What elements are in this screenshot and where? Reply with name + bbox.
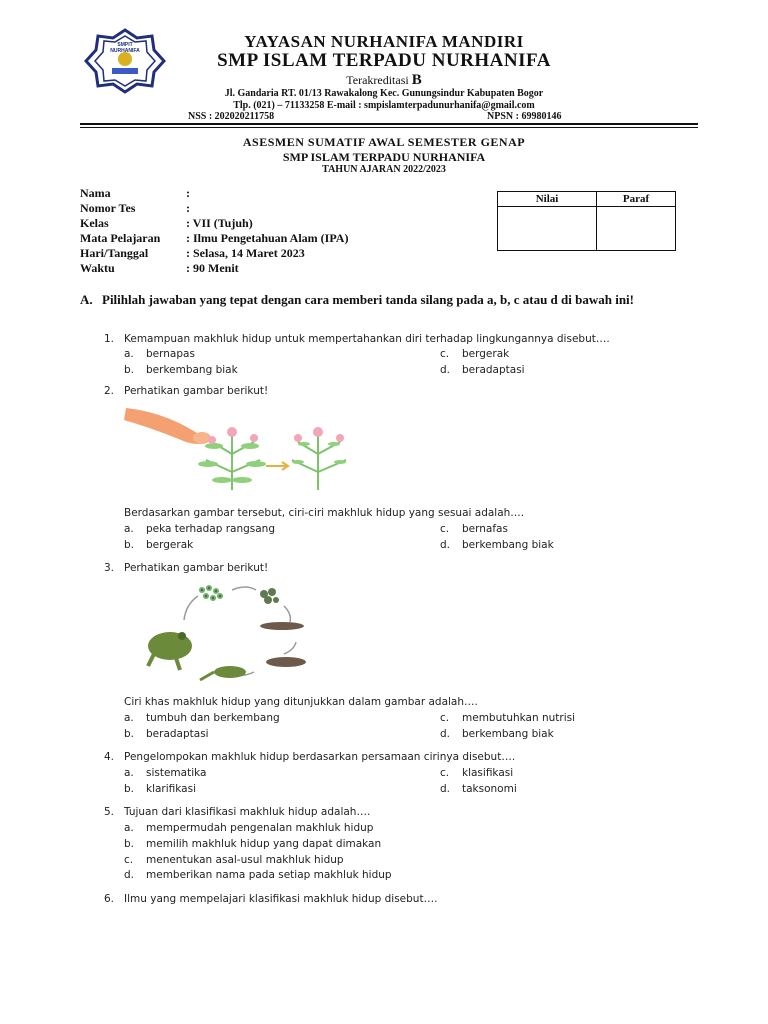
- identity-label: Mata Pelajaran: [80, 231, 161, 245]
- question-followup: Berdasarkan gambar tersebut, ciri-ciri makhluk hidup yang sesuai adalah….: [124, 507, 525, 519]
- option-letter[interactable]: b.: [124, 838, 135, 850]
- section-instruction: [80, 292, 700, 308]
- option-text[interactable]: memilih makhluk hidup yang dapat dimakan: [146, 838, 382, 850]
- header-divider-thin: [80, 127, 698, 128]
- option-text[interactable]: bergerak: [146, 539, 194, 551]
- identity-row-class: [80, 216, 348, 231]
- foundation-name: YAYASAN NURHANIFA MANDIRI: [244, 32, 524, 51]
- option-text[interactable]: menentukan asal-usul makhluk hidup: [146, 854, 344, 866]
- option-letter[interactable]: b.: [124, 364, 135, 376]
- identity-label: Hari/Tanggal: [80, 246, 149, 260]
- identity-label: Nama: [80, 186, 111, 200]
- touch-sensitive-plant-illustration: [122, 402, 362, 499]
- option-text[interactable]: berkembang biak: [462, 728, 554, 740]
- identity-row-subject: [80, 231, 348, 246]
- accreditation-label: Terakreditasi: [346, 73, 412, 87]
- question-number: 1.: [104, 333, 115, 345]
- accreditation: [0, 72, 768, 89]
- header-divider-thick: [80, 123, 698, 125]
- logo-text: SMPIT NURHANIFA: [110, 42, 140, 54]
- identity-label: Kelas: [80, 216, 109, 230]
- option-text[interactable]: klarifikasi: [146, 783, 196, 795]
- section-letter: A.: [80, 292, 93, 307]
- question-text: Perhatikan gambar berikut!: [124, 562, 269, 574]
- identity-value: : VII (Tujuh): [186, 216, 253, 230]
- identity-value: : Selasa, 14 Maret 2023: [186, 246, 305, 260]
- option-text[interactable]: bernapas: [146, 348, 195, 360]
- question-text: Kemampuan makhluk hidup untuk mempertahankan diri terhadap lingkungannya disebut….: [124, 333, 610, 345]
- identity-row-time: [80, 261, 348, 276]
- option-letter[interactable]: d.: [440, 728, 451, 740]
- option-letter[interactable]: a.: [124, 767, 134, 779]
- option-text[interactable]: taksonomi: [462, 783, 517, 795]
- option-letter[interactable]: c.: [124, 854, 134, 866]
- option-text[interactable]: berkembang biak: [462, 539, 554, 551]
- option-text[interactable]: memberikan nama pada setiap makhluk hidup: [146, 869, 392, 881]
- identity-row-name: [80, 186, 348, 201]
- option-letter[interactable]: d.: [440, 364, 451, 376]
- option-text[interactable]: beradaptasi: [462, 364, 525, 376]
- option-letter[interactable]: c.: [440, 348, 450, 360]
- option-letter[interactable]: a.: [124, 523, 134, 535]
- identity-label: Nomor Tes: [80, 201, 136, 215]
- identity-label: Waktu: [80, 261, 115, 275]
- option-text[interactable]: peka terhadap rangsang: [146, 523, 275, 535]
- option-text[interactable]: bergerak: [462, 348, 510, 360]
- school-address: Jl. Gandaria RT. 01/13 Rawakalong Kec. Gunungsindur Kabupaten Bogor: [224, 88, 544, 99]
- student-identity: [80, 186, 348, 276]
- option-letter[interactable]: c.: [440, 767, 450, 779]
- option-letter[interactable]: c.: [440, 712, 450, 724]
- score-box[interactable]: [498, 207, 597, 251]
- question-followup: Ciri khas makhluk hidup yang ditunjukkan dalam gambar adalah….: [124, 696, 478, 708]
- question-number: 4.: [104, 751, 115, 763]
- exam-title: ASESMEN SUMATIF AWAL SEMESTER GENAP: [242, 135, 526, 149]
- signature-box[interactable]: [597, 207, 676, 251]
- exam-year: TAHUN AJARAN 2022/2023: [322, 164, 446, 175]
- score-header-nilai: Nilai: [498, 192, 597, 207]
- option-letter[interactable]: d.: [440, 783, 451, 795]
- option-letter[interactable]: b.: [124, 783, 135, 795]
- option-text[interactable]: klasifikasi: [462, 767, 514, 779]
- option-letter[interactable]: a.: [124, 348, 134, 360]
- question-number: 3.: [104, 562, 115, 574]
- nss-number: NSS : 202020211758: [188, 111, 275, 122]
- score-header-paraf: Paraf: [597, 192, 676, 207]
- option-text[interactable]: mempermudah pengenalan makhluk hidup: [146, 822, 374, 834]
- question-number: 6.: [104, 893, 115, 905]
- identity-value: :: [186, 186, 190, 200]
- identity-value: : 90 Menit: [186, 261, 239, 275]
- school-name: SMP ISLAM TERPADU NURHANIFA: [217, 50, 551, 71]
- option-letter[interactable]: d.: [124, 869, 135, 881]
- question-text: Perhatikan gambar berikut!: [124, 385, 269, 397]
- npsn-number: NPSN : 69980146: [487, 111, 562, 122]
- school-contact: Tlp. (021) – 71133258 E-mail : smpislamterpadunurhanifa@gmail.com: [233, 100, 535, 111]
- section-text: Pilihlah jawaban yang tepat dengan cara memberi tanda silang pada a, b, c atau d di bawah ini!: [102, 292, 634, 307]
- option-letter[interactable]: d.: [440, 539, 451, 551]
- option-text[interactable]: beradaptasi: [146, 728, 209, 740]
- question-text: Pengelompokan makhluk hidup berdasarkan persamaan cirinya disebut….: [124, 751, 516, 763]
- identity-row-test-number: [80, 201, 348, 216]
- identity-row-date: [80, 246, 348, 261]
- identity-value: :: [186, 201, 190, 215]
- exam-school: SMP ISLAM TERPADU NURHANIFA: [282, 150, 486, 164]
- option-letter[interactable]: a.: [124, 822, 134, 834]
- option-text[interactable]: tumbuh dan berkembang: [146, 712, 280, 724]
- option-letter[interactable]: a.: [124, 712, 134, 724]
- option-text[interactable]: membutuhkan nutrisi: [462, 712, 576, 724]
- identity-value: : Ilmu Pengetahuan Alam (IPA): [186, 231, 349, 245]
- question-text: Ilmu yang mempelajari klasifikasi makhluk hidup disebut….: [124, 893, 438, 905]
- question-number: 5.: [104, 806, 115, 818]
- frog-life-cycle-illustration: [146, 580, 322, 691]
- score-table: [497, 191, 676, 251]
- option-letter[interactable]: c.: [440, 523, 450, 535]
- option-text[interactable]: sistematika: [146, 767, 207, 779]
- option-text[interactable]: berkembang biak: [146, 364, 238, 376]
- option-letter[interactable]: b.: [124, 728, 135, 740]
- option-letter[interactable]: b.: [124, 539, 135, 551]
- option-text[interactable]: bernafas: [462, 523, 508, 535]
- accreditation-grade: B: [411, 72, 422, 88]
- question-number: 2.: [104, 385, 115, 397]
- question-text: Tujuan dari klasifikasi makhluk hidup adalah….: [124, 806, 371, 818]
